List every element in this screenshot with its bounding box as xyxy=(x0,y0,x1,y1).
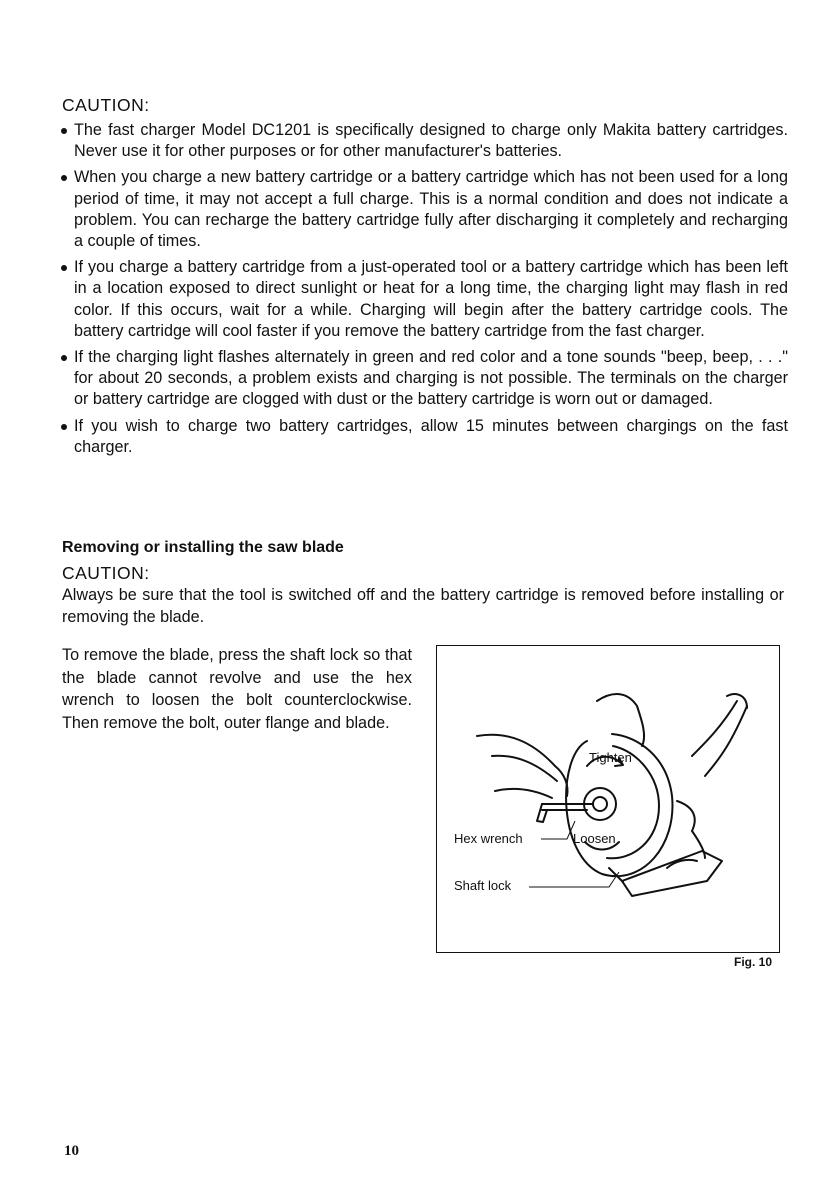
figure-10 xyxy=(436,645,780,953)
hex-wrench-label: Hex wrench xyxy=(454,831,523,846)
section-caution-heading: CAUTION: xyxy=(62,563,150,583)
section-title: Removing or installing the saw blade xyxy=(62,539,344,556)
caution-item: If the charging light flashes alternately in green and red color and a tone sounds "beep, beep, . . ." for about 20 seconds, a problem exists and charging is not possible. The terminals on the charger or battery cartridge are clogged with dust or the battery cartridge is worn out or damaged. xyxy=(58,347,788,411)
caution-item: The fast charger Model DC1201 is specifically designed to charge only Makita battery cartridges. Never use it for other purposes or for other manufacturer's batteries. xyxy=(58,120,788,162)
blade-removal-instructions: To remove the blade, press the shaft lock so that the blade cannot revolve and use the hex wrench to loosen the bolt counterclockwise. Then remove the bolt, outer flange and blade. xyxy=(62,646,412,732)
saw-illustration xyxy=(437,646,781,954)
shaft-lock-label: Shaft lock xyxy=(454,878,512,893)
tighten-label: Tighten xyxy=(589,750,632,765)
caution-item: If you wish to charge two battery cartridges, allow 15 minutes between chargings on the fast charger. xyxy=(58,416,788,458)
caution-item: If you charge a battery cartridge from a just-operated tool or a battery cartridge which has been left in a location exposed to direct sunlight or heat for a long time, the charging light may flash in red color. If this occurs, wait for a while. Charging will begin after the battery cartridge cools. The battery cartridge will cool faster if you remove the battery cartridge from the fast charger. xyxy=(58,257,788,342)
loosen-label: Loosen xyxy=(573,831,616,846)
right-hand xyxy=(692,701,737,756)
figure-caption: Fig. 10 xyxy=(734,955,773,969)
section-caution-text: Always be sure that the tool is switched off and the battery cartridge is removed before installing or removing the blade. xyxy=(62,586,784,626)
caution-list xyxy=(58,120,788,463)
caution-item: When you charge a new battery cartridge or a battery cartridge which has not been used for a long period of time, it may not accept a full charge. This is a normal condition and does not indicate a problem. You can recharge the battery cartridge fully after discharging it completely and recharging a couple of times. xyxy=(58,167,788,252)
left-hand xyxy=(477,735,555,766)
base-plate xyxy=(622,851,722,896)
page-number: 10 xyxy=(64,1143,79,1159)
caution-heading: CAUTION: xyxy=(62,95,150,115)
